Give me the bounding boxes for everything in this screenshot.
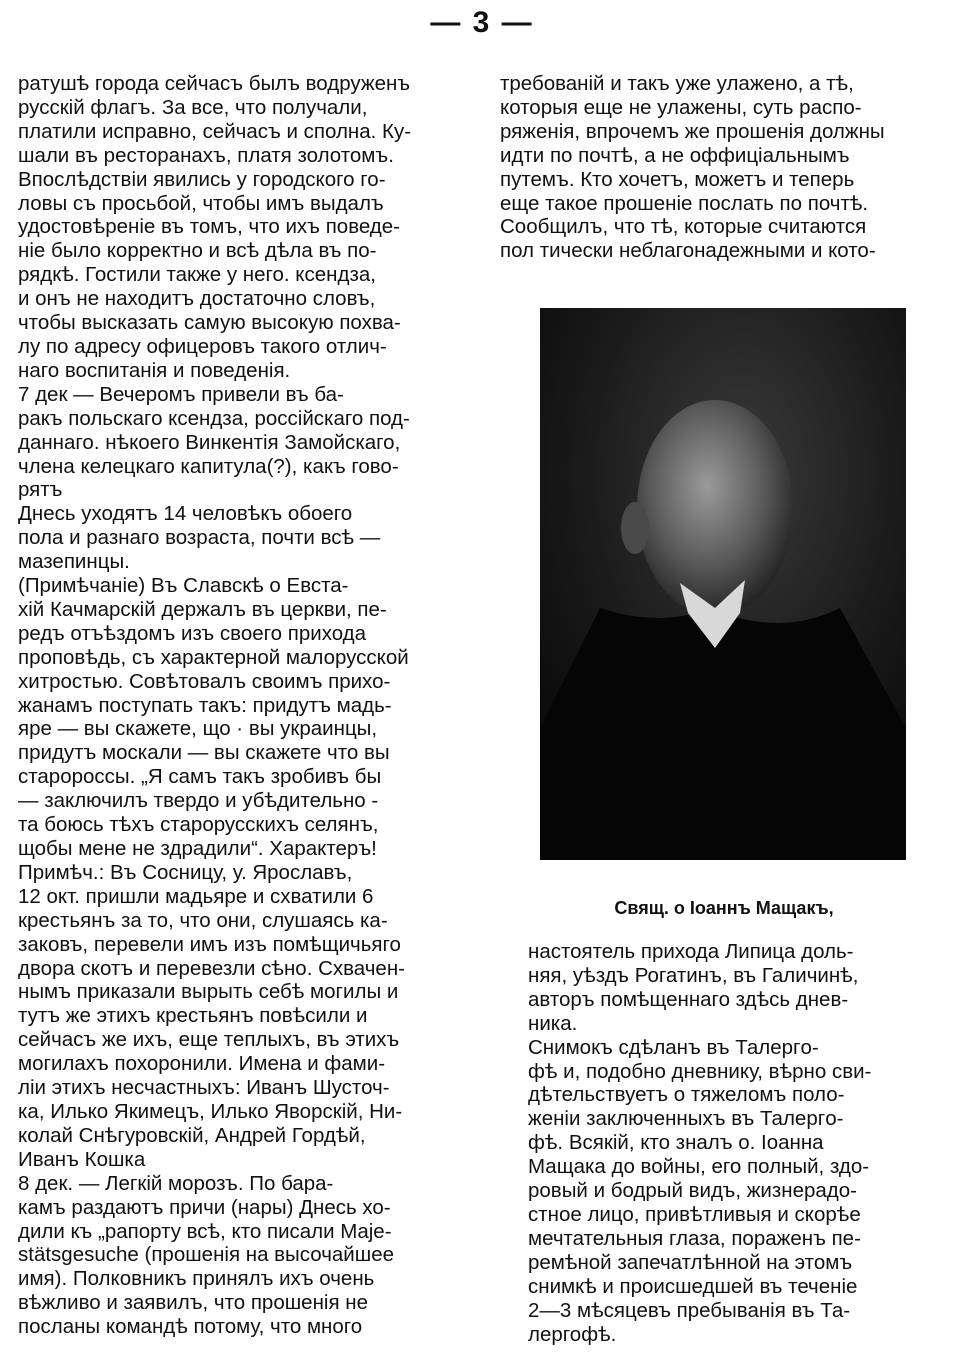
text-line: шали въ ресторанахъ, платя золотомъ. [18, 143, 394, 167]
text-line: тутъ же этихъ крестьянъ повѣсили и [18, 1004, 368, 1028]
text-line: Сообщилъ, что тѣ, которые считаются [500, 215, 867, 239]
text-line: дѣтельствуетъ о тяжеломъ поло- [528, 1083, 845, 1107]
text-line: наго воспитанія и поведенія. [18, 358, 291, 382]
text-line: дили къ „рапорту всѣ, кто писали Maje- [18, 1219, 392, 1243]
text-line: ровый и бодрый видъ, жизнерадо- [528, 1179, 857, 1203]
text-line: чтобы высказать самую высокую похва- [18, 311, 401, 335]
text-line: рятъ [18, 478, 63, 502]
text-line: Днесь уходятъ 14 человѣкъ обоего [18, 502, 353, 526]
text-line: сейчасъ же ихъ, еще теплыхъ, въ этихъ [18, 1028, 400, 1052]
text-line: жанамъ поступать такъ: придутъ мадь- [18, 693, 392, 717]
text-line: рядкѣ. Гостили также у него. ксендза, [18, 263, 376, 287]
text-line: Мащака до войны, его полный, здо- [528, 1155, 870, 1179]
text-line: камъ раздаютъ причи (нары) Днесь хо- [18, 1195, 391, 1219]
text-line: редъ отъѣздомъ изъ своего прихода [18, 621, 367, 645]
text-line: заковъ, перевели имъ изъ помѣщичьяго [18, 932, 401, 956]
text-line: 8 дек. — Легкій морозъ. По бара- [18, 1171, 334, 1195]
text-line: щобы мене не здрадили“. Характеръ! [18, 837, 377, 860]
right-column-top [500, 72, 948, 263]
text-line: яре — вы скажете, що · вы украинцы, [18, 717, 378, 741]
text-line: женіи заключенныхъ въ Талергo- [528, 1107, 844, 1131]
text-line: придутъ москали — вы скажете что вы [18, 741, 390, 765]
text-line: Иванъ Кошка [18, 1147, 146, 1171]
text-line: авторъ помѣщеннаго здѣсь днев- [528, 987, 849, 1011]
text-line: лергофѣ. [528, 1322, 617, 1346]
page-number: — 3 — [430, 6, 534, 39]
portrait-figure [540, 308, 906, 860]
photo-caption: Свящ. о Іоаннъ Мащакъ, [614, 898, 834, 918]
text-line: фѣ. Всякій, кто зналъ о. Іоанна [528, 1131, 824, 1155]
text-line: русскій флагъ. За все, что получали, [18, 95, 368, 119]
text-line: двора скотъ и перевезли сѣно. Схвачен- [18, 956, 405, 980]
left-column [18, 72, 470, 1339]
text-line: стное лицо, привѣтливыя и скорѣе [528, 1202, 861, 1226]
text-line: 7 дек — Вечеромъ привели въ ба- [18, 382, 344, 406]
text-line: ника. [528, 1011, 578, 1035]
text-line: ратушѣ города сейчасъ былъ водруженъ [18, 72, 411, 95]
text-line: Впослѣдствіи явились у городского го- [18, 167, 386, 191]
text-line: (Примѣчаніе) Въ Славскѣ о Евста- [18, 574, 349, 598]
text-line: ліи этихъ несчастныхъ: Иванъ Шусточ- [18, 1076, 390, 1100]
text-line: идти по почтѣ, а не оффиціальнымъ [500, 143, 850, 167]
text-line: крестьянъ за то, что они, слушаясь ка- [18, 908, 388, 932]
text-line: пол тически неблагонадежными и кото- [500, 239, 876, 263]
text-line: еще такое прошеніе послать по почтѣ. [500, 191, 869, 215]
text-line: хій Качмарскій держалъ въ церкви, пе- [18, 597, 387, 621]
text-line: требованій и такъ уже улажено, а тѣ, [500, 72, 854, 95]
portrait-photo [540, 308, 906, 860]
text-line: лу по адресу офицеровъ такого отлич- [18, 334, 387, 358]
text-line: мечтательныя глаза, пораженъ пе- [528, 1226, 861, 1250]
text-line: снимкѣ и происшедшей въ теченіе [528, 1274, 858, 1298]
text-line: удостовѣреніе въ томъ, что ихъ поведе- [18, 215, 400, 239]
text-line: Снимокъ сдѣланъ въ Талергo- [528, 1035, 819, 1059]
text-line: платили исправно, сейчасъ и сполна. Ку- [18, 119, 412, 143]
text-line: ремѣной запечатлѣнной на этомъ [528, 1250, 853, 1274]
text-line: путемъ. Кто хочетъ, можетъ и теперь [500, 167, 855, 191]
text-line: Примѣч.: Въ Сосницу, у. Ярославъ, [18, 860, 353, 884]
text-line: нымъ приказали вырыть себѣ могилы и [18, 980, 399, 1004]
text-line: ловы съ просьбой, чтобы имъ выдалъ [18, 191, 384, 215]
text-line: мазепинцы. [18, 550, 130, 574]
text-line: колай Снѣгуровскій, Андрей Гордѣй, [18, 1123, 366, 1147]
text-line: и онъ не находитъ достаточно словъ, [18, 287, 376, 311]
text-line: 2—3 мѣсяцевъ пребыванія въ Та- [528, 1298, 851, 1322]
text-line: stätsgesuche (прошенія на высочайшее [18, 1243, 394, 1267]
text-line: ка, Илько Якимецъ, Илько Яворскій, Ни- [18, 1099, 403, 1123]
text-line: — заключилъ твердо и убѣдительно - [18, 789, 379, 813]
text-line: которыя еще не улажены, суть распо- [500, 95, 862, 119]
text-line: настоятель прихода Липица доль- [528, 940, 854, 963]
text-line: даннаго. нѣкоего Винкентія Замойскаго, [18, 430, 401, 454]
text-line: проповѣдь, съ характерной малорусской [18, 645, 409, 669]
text-line: посланы командѣ потому, что много [18, 1315, 363, 1339]
text-line: ракъ польскаго ксендза, россійскаго под- [18, 406, 410, 430]
text-line: та боюсь тѣхъ старорусскихъ селянъ, [18, 813, 379, 837]
text-line: могилахъ похоронили. Имена и фами- [18, 1052, 386, 1076]
text-line: члена келецкаго капитула(?), какъ гово- [18, 454, 399, 478]
text-line: ряженія, впрочемъ же прошенія должны [500, 119, 885, 143]
text-line: вѣжливо и заявилъ, что прошенія не [18, 1291, 368, 1315]
text-line: старороссы. „Я самъ такъ зробивъ бы [18, 765, 382, 789]
right-column-bottom [528, 940, 918, 1346]
text-line: пола и разнаго возраста, почти всѣ — [18, 526, 381, 550]
text-line: няя, уѣздъ Рогатинъ, въ Галичинѣ, [528, 963, 859, 987]
text-line: фѣ и, подобно дневнику, вѣрно сви- [528, 1059, 872, 1083]
text-line: ніе было корректно и всѣ дѣла въ по- [18, 239, 377, 263]
text-line: имя). Полковникъ принялъ ихъ очень [18, 1267, 375, 1291]
text-line: 12 окт. пришли мадьяре и схватили 6 [18, 884, 374, 908]
text-line: хитростью. Совѣтовалъ своимъ прихо- [18, 669, 391, 693]
